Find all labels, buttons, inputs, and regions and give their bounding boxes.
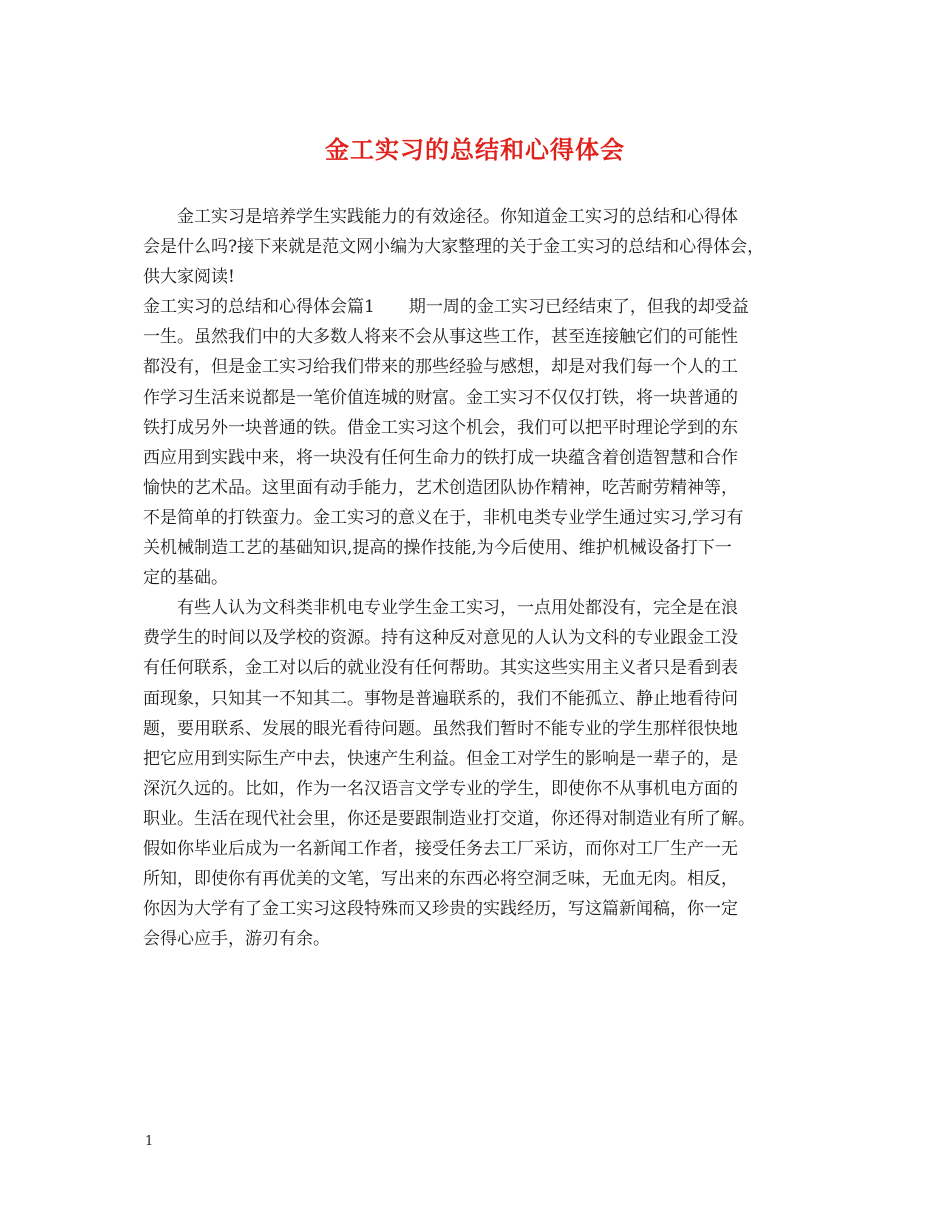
text-line: 供大家阅读!: [143, 267, 235, 288]
text-line: 把它应用到实际生产中去，快速产生利益。但金工对学生的影响是一辈子的，是: [143, 748, 738, 769]
text-line: 所知，即使你有再优美的文笔，写出来的东西必将空洞乏味，无血无肉。相反，: [143, 869, 738, 890]
text-line: 职业。生活在现代社会里，你还是要跟制造业打交道，你还得对制造业有所了解。: [143, 808, 755, 829]
text-line: 会是什么吗?接下来就是范文网小编为大家整理的关于金工实习的总结和心得体会，: [143, 237, 765, 258]
text-line: 定的基础。: [143, 568, 228, 589]
text-line: 深沉久远的。比如，作为一名汉语言文学专业的学生，即使你不从事机电方面的: [143, 778, 738, 799]
text-line: 面现象，只知其一不知其二。事物是普遍联系的，我们不能孤立、静止地看待问: [143, 688, 738, 709]
text-line: 关机械制造工艺的基础知识,提高的操作技能,为今后使用、维护机械设备打下一: [143, 538, 732, 559]
text-line: 都没有，但是金工实习给我们带来的那些经验与感想，却是对我们每一个人的工: [143, 357, 738, 378]
text-line: 一生。虽然我们中的大多数人将来不会从事这些工作，甚至连接触它们的可能性: [143, 327, 738, 348]
text-line: 题，要用联系、发展的眼光看待问题。虽然我们暂时不能专业的学生那样很快地: [143, 718, 738, 739]
text-line: 费学生的时间以及学校的资源。持有这种反对意见的人认为文科的专业跟金工没: [143, 628, 738, 649]
text-line: 金工实习是培养学生实践能力的有效途径。你知道金工实习的总结和心得体: [143, 207, 738, 227]
text-line: 铁打成另外一块普通的铁。借金工实习这个机会，我们可以把平时理论学到的东: [143, 417, 738, 438]
text-line: 不是简单的打铁蛮力。金工实习的意义在于，非机电类专业学生通过实习,学习有: [143, 507, 744, 528]
document-body: [143, 202, 813, 954]
text-line: 作学习生活来说都是一笔价值连城的财富。金工实习不仅仅打铁，将一块普通的: [143, 387, 738, 408]
text-line: 西应用到实践中来，将一块没有任何生命力的铁打成一块蕴含着创造智慧和合作: [143, 447, 738, 468]
page-number: 1: [145, 1134, 154, 1149]
text-line: 金工实习的总结和心得体会篇1 期一周的金工实习已经结束了，但我的却受益: [143, 297, 749, 318]
document-title: 金工实习的总结和心得体会: [325, 135, 625, 164]
text-line: 你因为大学有了金工实习这段特殊而又珍贵的实践经历，写这篇新闻稿，你一定: [143, 899, 738, 920]
text-line: 有些人认为文科类非机电专业学生金工实习，一点用处都没有，完全是在浪: [143, 598, 738, 619]
text-line: 会得心应手，游刃有余。: [143, 929, 330, 950]
text-line: 假如你毕业后成为一名新闻工作者，接受任务去工厂采访，而你对工厂生产一无: [143, 838, 738, 859]
text-line: 愉快的艺术品。这里面有动手能力，艺术创造团队协作精神，吃苦耐劳精神等，: [143, 477, 738, 498]
text-line: 有任何联系，金工对以后的就业没有任何帮助。其实这些实用主义者只是看到表: [143, 658, 738, 679]
